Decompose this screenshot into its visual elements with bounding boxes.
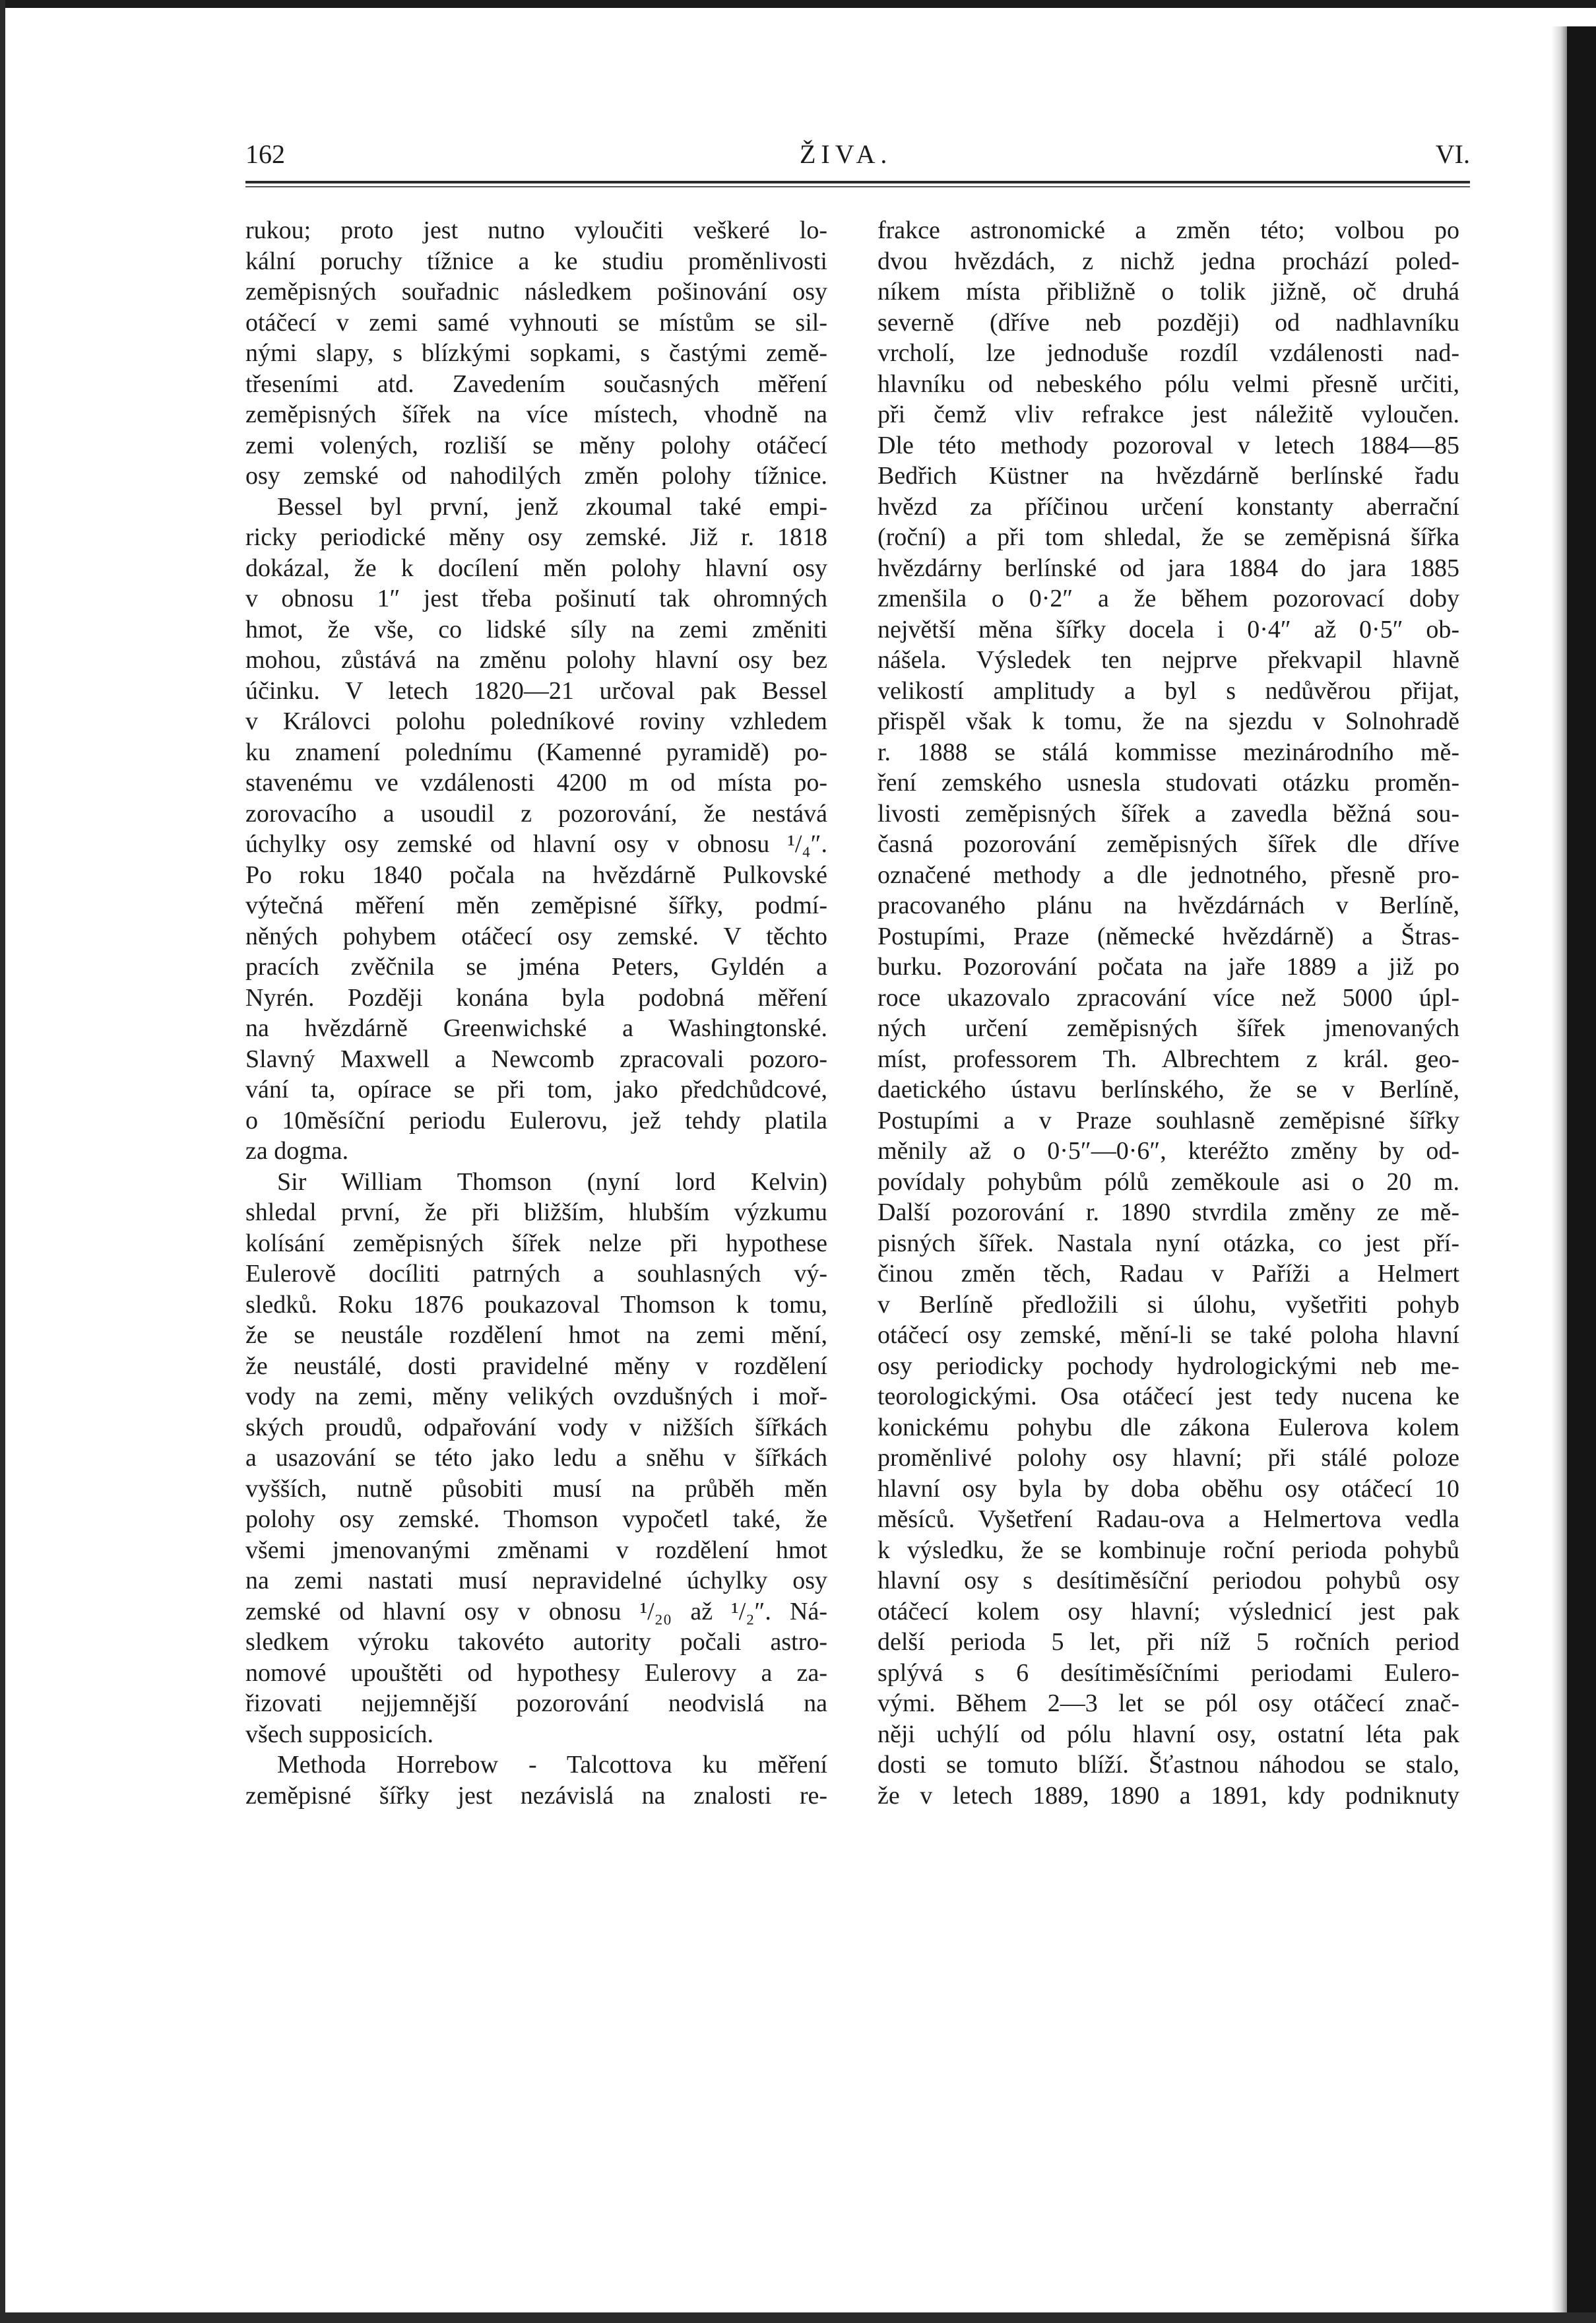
text-line: všech supposicích.: [245, 1720, 433, 1748]
text-line: třeseními atd. Zavedením současných měření: [245, 370, 827, 398]
text-line: dokázal, že k docílení měn polohy hlavní osy: [245, 554, 827, 582]
text-line: hlavníku od nebeského pólu velmi přesně určiti,: [878, 370, 1459, 398]
volume-number: VI.: [1435, 139, 1470, 169]
text-line: otáčecí kolem osy hlavní; výslednicí jest pak: [878, 1597, 1459, 1625]
text-line: ných určení zeměpisných šířek jmenovaných: [878, 1014, 1459, 1042]
text-line: daetického ústavu berlínského, že se v Berlíně,: [878, 1076, 1459, 1103]
text-line: teorologickými. Osa otáčecí jest tedy nucena ke: [878, 1383, 1459, 1410]
header-rule: [245, 181, 1470, 183]
text-line: něných pohybem otáčecí osy zemské. V těchto: [245, 922, 827, 950]
text-line: časná pozorování zeměpisných šířek dle dříve: [878, 830, 1459, 858]
text-line: severně (dříve neb později) od nadhlavníku: [878, 308, 1459, 337]
text-line: konickému pohybu dle zákona Eulerova kolem: [878, 1413, 1459, 1441]
scan-border-top: [0, 0, 1596, 8]
text-line: kální poruchy tížnice a ke studiu proměnlivosti: [245, 247, 827, 275]
text-line: shledal první, že při bližším, hlubším výzkumu: [245, 1198, 827, 1226]
text-line: Slavný Maxwell a Newcomb zpracovali pozoro-: [245, 1045, 827, 1073]
text-line: nými slapy, s blízkými sopkami, s častými země-: [245, 339, 827, 367]
text-line: zemské od hlavní osy v obnosu ¹/₂₀ až ¹/₂″. Ná-: [245, 1597, 827, 1625]
text-line: Sir William Thomson (nyní lord Kelvin): [277, 1167, 827, 1196]
text-line: nomové upouštěti od hypothesy Eulerovy a za-: [245, 1658, 827, 1687]
text-line: hvězdárny berlínské od jara 1884 do jara 1885: [878, 554, 1459, 582]
text-line: pracovaného plánu na hvězdárnách v Berlíně,: [878, 892, 1459, 919]
text-line: hvězd za příčinou určení konstanty aberrační: [878, 492, 1459, 521]
text-line: livosti zeměpisných šířek a zavedla běžná sou-: [878, 799, 1459, 828]
text-line: za dogma.: [245, 1137, 349, 1165]
text-line: účinku. V letech 1820—21 určoval pak Bessel: [245, 676, 827, 705]
text-line: delší perioda 5 let, při níž 5 ročních period: [878, 1628, 1459, 1656]
text-line: Bessel byl první, jenž zkoumal také empi-: [277, 492, 827, 521]
text-line: Postupími a v Praze souhlasně zeměpisné šířky: [878, 1106, 1459, 1134]
text-line: Methoda Horrebow - Talcottova ku měření: [277, 1751, 827, 1779]
text-line: na hvězdárně Greenwichské a Washingtonské.: [245, 1014, 827, 1042]
text-line: označené methody a dle jednotného, přesně pro-: [878, 861, 1459, 889]
text-line: činou změn těch, Radau v Paříži a Helmert: [878, 1260, 1459, 1288]
text-line: největší měna šířky docela i 0·4″ až 0·5″ ob-: [878, 615, 1459, 643]
text-line: k výsledku, že se kombinuje roční perioda pohybů: [878, 1536, 1459, 1564]
right-text-column: [878, 215, 1459, 1811]
text-line: ských proudů, odpařování vody v nižších šířkách: [245, 1413, 827, 1441]
text-line: r. 1888 se stálá kommisse mezinárodního mě-: [878, 738, 1459, 766]
text-line: a usazování se této jako ledu a sněhu v šířkách: [245, 1444, 827, 1472]
text-line: zemi volených, rozliší se měny polohy otáčecí: [245, 431, 827, 459]
text-line: roce ukazovalo zpracování více než 5000 úpl-: [878, 983, 1459, 1012]
header-rule-thin: [245, 186, 1470, 187]
page-edge-shadow: [1551, 26, 1567, 2323]
text-line: Dle této methody pozoroval v letech 1884—85: [878, 431, 1459, 459]
text-line: ku znamení polednímu (Kamenné pyramidě) po-: [245, 738, 827, 766]
text-line: výtečná měření měn zeměpisné šířky, podmí-: [245, 892, 827, 919]
scan-border-bottom: [0, 2312, 1596, 2323]
text-line: kolísání zeměpisných šířek nelze při hypothese: [245, 1229, 827, 1257]
text-line: měnily až o 0·5″—0·6″, kteréžto změny by od-: [878, 1137, 1459, 1165]
text-line: Další pozorování r. 1890 stvrdila změny ze mě-: [878, 1198, 1459, 1226]
text-line: frakce astronomické a změn této; volbou po: [878, 216, 1459, 244]
scan-border-right: [1567, 26, 1596, 2323]
text-line: burku. Pozorování počata na jaře 1889 a již po: [878, 953, 1459, 981]
text-line: zeměpisných souřadnic následkem pošinování osy: [245, 278, 827, 306]
text-line: vody na zemi, měny velikých ovzdušných i moř-: [245, 1383, 827, 1410]
text-line: Bedřich Küstner na hvězdárně berlínské řadu: [878, 462, 1459, 490]
text-line: rukou; proto jest nutno vyloučiti veškeré lo-: [245, 216, 827, 244]
text-line: něji uchýlí od pólu hlavní osy, ostatní léta pak: [878, 1720, 1459, 1748]
text-line: hlavní osy byla by doba oběhu osy otáčecí 10: [878, 1474, 1459, 1503]
text-line: hmot, že vše, co lidské síly na zemi změniti: [245, 615, 827, 643]
text-line: ricky periodické měny osy zemské. Již r. 1818: [245, 523, 827, 551]
text-line: všemi jmenovanými změnami v rozdělení hmot: [245, 1536, 827, 1564]
text-line: v Berlíně předložili si úlohu, vyšetřiti pohyb: [878, 1290, 1459, 1319]
text-line: míst, professorem Th. Albrechtem z král. geo-: [878, 1045, 1459, 1073]
text-line: v obnosu 1″ jest třeba pošinutí tak ohromných: [245, 585, 827, 612]
text-line: vání ta, opírace se při tom, jako předchůdcové,: [245, 1076, 827, 1103]
text-line: Po roku 1840 počala na hvězdárně Pulkovské: [245, 861, 827, 889]
page-number: 162: [245, 139, 285, 169]
text-line: Nyrén. Později konána byla podobná měření: [245, 983, 827, 1012]
text-line: úchylky osy zemské od hlavní osy v obnosu ¹/₄″.: [245, 830, 827, 858]
left-text-column: [245, 215, 827, 1811]
text-line: že neustálé, dosti pravidelné měny v rozdělení: [245, 1352, 827, 1380]
text-line: na zemi nastati musí nepravidelné úchylky osy: [245, 1567, 827, 1594]
text-line: při čemž vliv refrakce jest náležitě vyloučen.: [878, 401, 1459, 428]
text-line: pracích zvěčnila se jména Peters, Gyldén a: [245, 953, 827, 981]
text-line: (roční) a při tom shledal, že se zeměpisná šířka: [878, 523, 1459, 551]
text-line: polohy osy zemské. Thomson vypočetl také, že: [245, 1505, 827, 1533]
text-line: Postupími, Praze (německé hvězdárně) a Štras-: [878, 922, 1459, 950]
running-header: [245, 136, 1470, 173]
text-line: otáčecí v zemi samé vyhnouti se místům se sil-: [245, 308, 827, 337]
text-line: vyšších, nutně působiti musí na průběh měn: [245, 1474, 827, 1503]
text-line: sledků. Roku 1876 poukazoval Thomson k tomu,: [245, 1290, 827, 1319]
text-line: splývá s 6 desítiměsíčními periodami Eulero-: [878, 1658, 1459, 1687]
text-line: ření zemského usnesla studovati otázku proměn-: [878, 769, 1459, 797]
text-line: že v letech 1889, 1890 a 1891, kdy podniknuty: [878, 1781, 1459, 1810]
text-line: velikostí amplitudy a byl s nedůvěrou přijat,: [878, 676, 1459, 705]
text-line: povídaly pohybům pólů zeměkoule asi o 20 m.: [878, 1167, 1459, 1196]
text-line: zeměpisných šířek na více místech, vhodně na: [245, 401, 827, 428]
text-line: o 10měsíční periodu Eulerovu, jež tehdy platila: [245, 1106, 827, 1134]
text-line: měsíců. Vyšetření Radau-ova a Helmertova vedla: [878, 1505, 1459, 1533]
text-line: nášela. Výsledek ten nejprve překvapil hlavně: [878, 646, 1459, 674]
text-line: sledkem výroku takovéto autority počali astro-: [245, 1628, 827, 1656]
text-line: pisných šířek. Nastala nyní otázka, co jest pří-: [878, 1229, 1459, 1257]
text-line: řizovati nejjemnější pozorování neodvislá na: [245, 1689, 827, 1717]
text-line: přispěl však k tomu, že na sjezdu v Solnohradě: [878, 707, 1459, 735]
text-line: proměnlivé polohy osy hlavní; při stálé poloze: [878, 1444, 1459, 1472]
text-line: dvou hvězdách, z nichž jedna prochází poled-: [878, 247, 1459, 275]
text-line: otáčecí osy zemské, mění-li se také poloha hlavní: [878, 1321, 1459, 1349]
text-line: mohou, zůstává na změnu polohy hlavní osy bez: [245, 646, 827, 674]
text-line: vými. Během 2—3 let se pól osy otáčecí znač-: [878, 1689, 1459, 1717]
text-line: že se neustále rozdělení hmot na zemi mění,: [245, 1321, 827, 1349]
text-line: osy zemské od nahodilých změn polohy tížnice.: [245, 462, 827, 490]
scan-border-left: [0, 0, 5, 2323]
text-line: zorovacího a usoudil z pozorování, že nestává: [245, 799, 827, 828]
text-line: Eulerově docíliti patrných a souhlasných vý-: [245, 1260, 827, 1288]
text-line: osy periodicky pochody hydrologickými neb me-: [878, 1352, 1459, 1380]
journal-title: ŽIVA.: [800, 139, 893, 169]
text-line: vrcholí, lze jednoduše rozdíl vzdálenosti nad-: [878, 339, 1459, 367]
text-line: zeměpisné šířky jest nezávislá na znalosti re-: [245, 1781, 827, 1810]
text-line: dosti se tomuto blíží. Šťastnou náhodou se stalo,: [878, 1751, 1459, 1779]
text-line: níkem místa přibližně o tolik jižně, oč druhá: [878, 278, 1459, 306]
text-line: hlavní osy s desítiměsíční periodou pohybů osy: [878, 1567, 1459, 1594]
text-line: stavenému ve vzdálenosti 4200 m od místa po-: [245, 769, 827, 797]
text-line: v Královci polohu poledníkové roviny vzhledem: [245, 707, 827, 735]
text-line: zmenšila o 0·2″ a že během pozorovací doby: [878, 585, 1459, 612]
